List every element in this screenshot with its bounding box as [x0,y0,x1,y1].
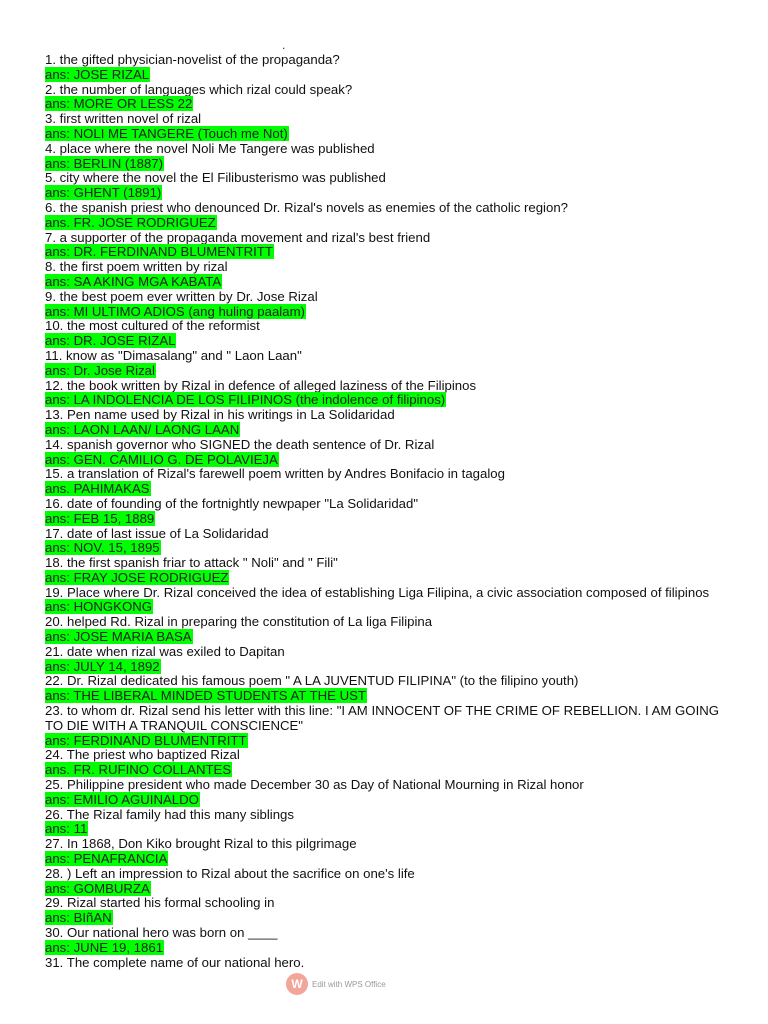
answer-highlight: ans: JUNE 19, 1861 [45,939,164,955]
question-text: 5. city where the novel the El Filibusterismo was published [45,170,386,186]
answer-highlight: ans: GEN. CAMILIO G. DE POLAVIEJA [45,451,278,467]
question-text: 24. The priest who baptized Rizal [45,747,240,763]
answer-row [45,630,725,645]
answer-row [45,660,725,675]
answer-row [45,882,725,897]
qa-list [45,53,725,970]
answer-highlight: ans: JOSE RIZAL [45,66,150,82]
answer-highlight: ans: DR. JOSE RIZAL [45,333,176,349]
answer-row [45,911,725,926]
question-text: 30. Our national hero was born on ____ [45,925,278,941]
answer-highlight: ans: BIñAN [45,910,112,926]
question-text: 28. ) Left an impression to Rizal about the sacrifice on one's life [45,865,415,881]
question-text: 17. date of last issue of La Solidaridad [45,525,269,541]
answer-highlight: ans. FR. JOSE RODRIGUEZ [45,214,216,230]
question-text: 3. first written novel of rizal [45,111,202,127]
answer-row [45,68,725,83]
question-text: 22. Dr. Rizal dedicated his famous poem " A LA JUVENTUD FILIPINA" (to the filipino youth) [45,673,579,689]
answer-row [45,852,725,867]
answer-highlight: ans: JOSE MARIA BASA [45,629,192,645]
answer-row [45,245,725,260]
question-text: 18. the first spanish friar to attack " Noli" and " Fili" [45,555,338,571]
answer-highlight: ans: NOLI ME TANGERE (Touch me Not) [45,125,288,141]
question-text: 2. the number of languages which rizal could speak? [45,81,353,97]
wps-footer[interactable] [286,973,386,995]
question-text: 11. know as "Dimasalang" and " Laon Laan" [45,347,302,363]
answer-highlight: ans: LAON LAAN/ LAONG LAAN [45,421,240,437]
answer-row [45,97,725,112]
answer-highlight: ans: Dr. Jose Rizal [45,362,155,378]
question-text: 31. The complete name of our national hero. [45,954,305,970]
answer-highlight: ans: FERDINAND BLUMENTRITT [45,732,247,748]
question-text: 20. helped Rd. Rizal in preparing the constitution of La liga Filipina [45,614,433,630]
answer-highlight: ans: THE LIBERAL MINDED STUDENTS AT THE UST [45,688,366,704]
header-mark: . [282,38,286,52]
answer-row [45,541,725,556]
answer-row [45,334,725,349]
answer-row [45,364,725,379]
answer-row [45,941,725,956]
answer-highlight: ans: SA AKING MGA KABATA [45,273,222,289]
wps-logo-icon[interactable]: W [286,973,308,995]
question-text: 7. a supporter of the propaganda movement and rizal's best friend [45,229,431,245]
answer-row [45,127,725,142]
answer-row [45,423,725,438]
question-text: 25. Philippine president who made December 30 as Day of National Mourning in Rizal honor [45,777,584,793]
answer-row [45,689,725,704]
answer-highlight: ans: BERLIN (1887) [45,155,164,171]
answer-row [45,793,725,808]
answer-highlight: ans: GHENT (1891) [45,185,162,201]
answer-row [45,571,725,586]
answer-row [45,275,725,290]
question-text: 19. Place where Dr. Rizal conceived the idea of establishing Liga Filipina, a civic association composed of filipinos [45,584,710,600]
question-text: 8. the first poem written by rizal [45,259,228,275]
wps-footer-text[interactable]: Edit with WPS Office [312,979,386,989]
answer-highlight: ans: HONGKONG [45,599,152,615]
answer-row [45,822,725,837]
answer-highlight: ans. FR. RUFINO COLLANTES [45,762,232,778]
question-text: 26. The Rizal family had this many siblings [45,806,294,822]
question-text: 12. the book written by Rizal in defence of alleged laziness of the Filipinos [45,377,477,393]
answer-row [45,734,725,749]
question-text: 1. the gifted physician-novelist of the propaganda? [45,52,340,67]
answer-highlight: ans: NOV. 15, 1895 [45,540,160,556]
answer-row [45,512,725,527]
answer-row [45,763,725,778]
answer-highlight: ans: LA INDOLENCIA DE LOS FILIPINOS (the indolence of filipinos) [45,392,446,408]
answer-row [45,157,725,172]
answer-highlight: ans: EMILIO AGUINALDO [45,791,199,807]
answer-highlight: ans: GOMBURZA [45,880,150,896]
answer-highlight: ans: PENAFRANCIA [45,851,168,867]
answer-highlight: ans: FEB 15, 1889 [45,510,155,526]
question-text: 23. to whom dr. Rizal send his letter with this line: "I AM INNOCENT OF THE CRIME OF REBELLION. I AM GOING TO DIE WITH A TRANQUIL CONSCIENCE" [45,703,723,733]
answer-row [45,393,725,408]
question-text: 15. a translation of Rizal's farewell poem written by Andres Bonifacio in tagalog [45,466,505,482]
answer-row [45,305,725,320]
answer-row [45,453,725,468]
answer-row [45,216,725,231]
question-text: 16. date of founding of the fortnightly newpaper "La Solidaridad" [45,495,419,511]
answer-highlight: ans. PAHIMAKAS [45,481,150,497]
answer-highlight: ans: DR. FERDINAND BLUMENTRITT [45,244,273,260]
answer-highlight: ans: MI ULTIMO ADIOS (ang huling paalam) [45,303,305,319]
question-text: 4. place where the novel Noli Me Tangere was published [45,140,375,156]
answer-row [45,186,725,201]
question-text: 6. the spanish priest who denounced Dr. Rizal's novels as enemies of the catholic region? [45,199,568,215]
answer-highlight: ans: FRAY JOSE RODRIGUEZ [45,569,229,585]
question-text: 9. the best poem ever written by Dr. Jose Rizal [45,288,318,304]
question-text: 10. the most cultured of the reformist [45,318,260,334]
question-text: 14. spanish governor who SIGNED the death sentence of Dr. Rizal [45,436,435,452]
answer-row [45,482,725,497]
question-text: 21. date when rizal was exiled to Dapitan [45,643,285,659]
answer-row [45,600,725,615]
answer-highlight: ans: MORE OR LESS 22 [45,96,193,112]
question-text: 27. In 1868, Don Kiko brought Rizal to this pilgrimage [45,836,357,852]
answer-highlight: ans: JULY 14, 1892 [45,658,160,674]
question-text: 29. Rizal started his formal schooling in [45,895,275,911]
question-text: 13. Pen name used by Rizal in his writings in La Solidaridad [45,407,395,423]
answer-highlight: ans: 11 [45,821,88,837]
